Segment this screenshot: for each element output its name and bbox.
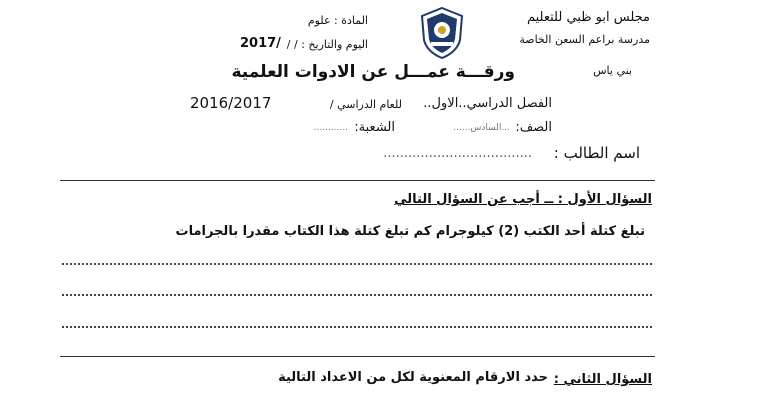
class-label: الصف:: [515, 120, 552, 135]
council-name: مجلس ابو ظبي للتعليم: [526, 10, 650, 25]
city-name: بني ياس: [593, 64, 632, 77]
question-2-label: السؤال الثاني :: [553, 372, 652, 387]
term-label: الفصل الدراسي..الاول..: [423, 96, 552, 111]
school-crest-icon: [419, 6, 465, 60]
year-value: 2016/2017: [190, 94, 272, 112]
student-name-label: اسم الطالب :: [553, 144, 640, 162]
answer-line[interactable]: [62, 263, 652, 265]
student-name-field[interactable]: ....................................: [383, 146, 532, 161]
date-label: اليوم والتاريخ : / /: [286, 38, 368, 51]
header-divider: [60, 180, 655, 181]
question-2-text: حدد الارقام المعنوية لكل من الاعداد التالية: [278, 370, 548, 385]
question-1-label: السؤال الأول : ــ أجب عن السؤال التالي: [394, 192, 652, 207]
answer-line[interactable]: [62, 294, 652, 296]
answer-line[interactable]: [62, 326, 652, 328]
year-label: للعام الدراسي /: [329, 98, 402, 111]
section-dots: ............: [313, 123, 348, 133]
date-year: 2017/: [240, 36, 281, 51]
worksheet-title: ورقـــة عمـــل عن الادوات العلمية: [231, 62, 515, 82]
school-name: مدرسة براعم السعن الخاصة: [519, 33, 650, 46]
section-label: الشعبة:: [354, 120, 395, 135]
class-value: ...السادس......: [453, 123, 510, 133]
subject-label: المادة : علوم: [307, 14, 368, 27]
question-1-text: تبلغ كتلة أحد الكتب (2) كيلوجرام كم تبلغ كتلة هذا الكتاب مقدرا بالجرامات: [175, 224, 645, 239]
section-divider: [60, 356, 655, 357]
